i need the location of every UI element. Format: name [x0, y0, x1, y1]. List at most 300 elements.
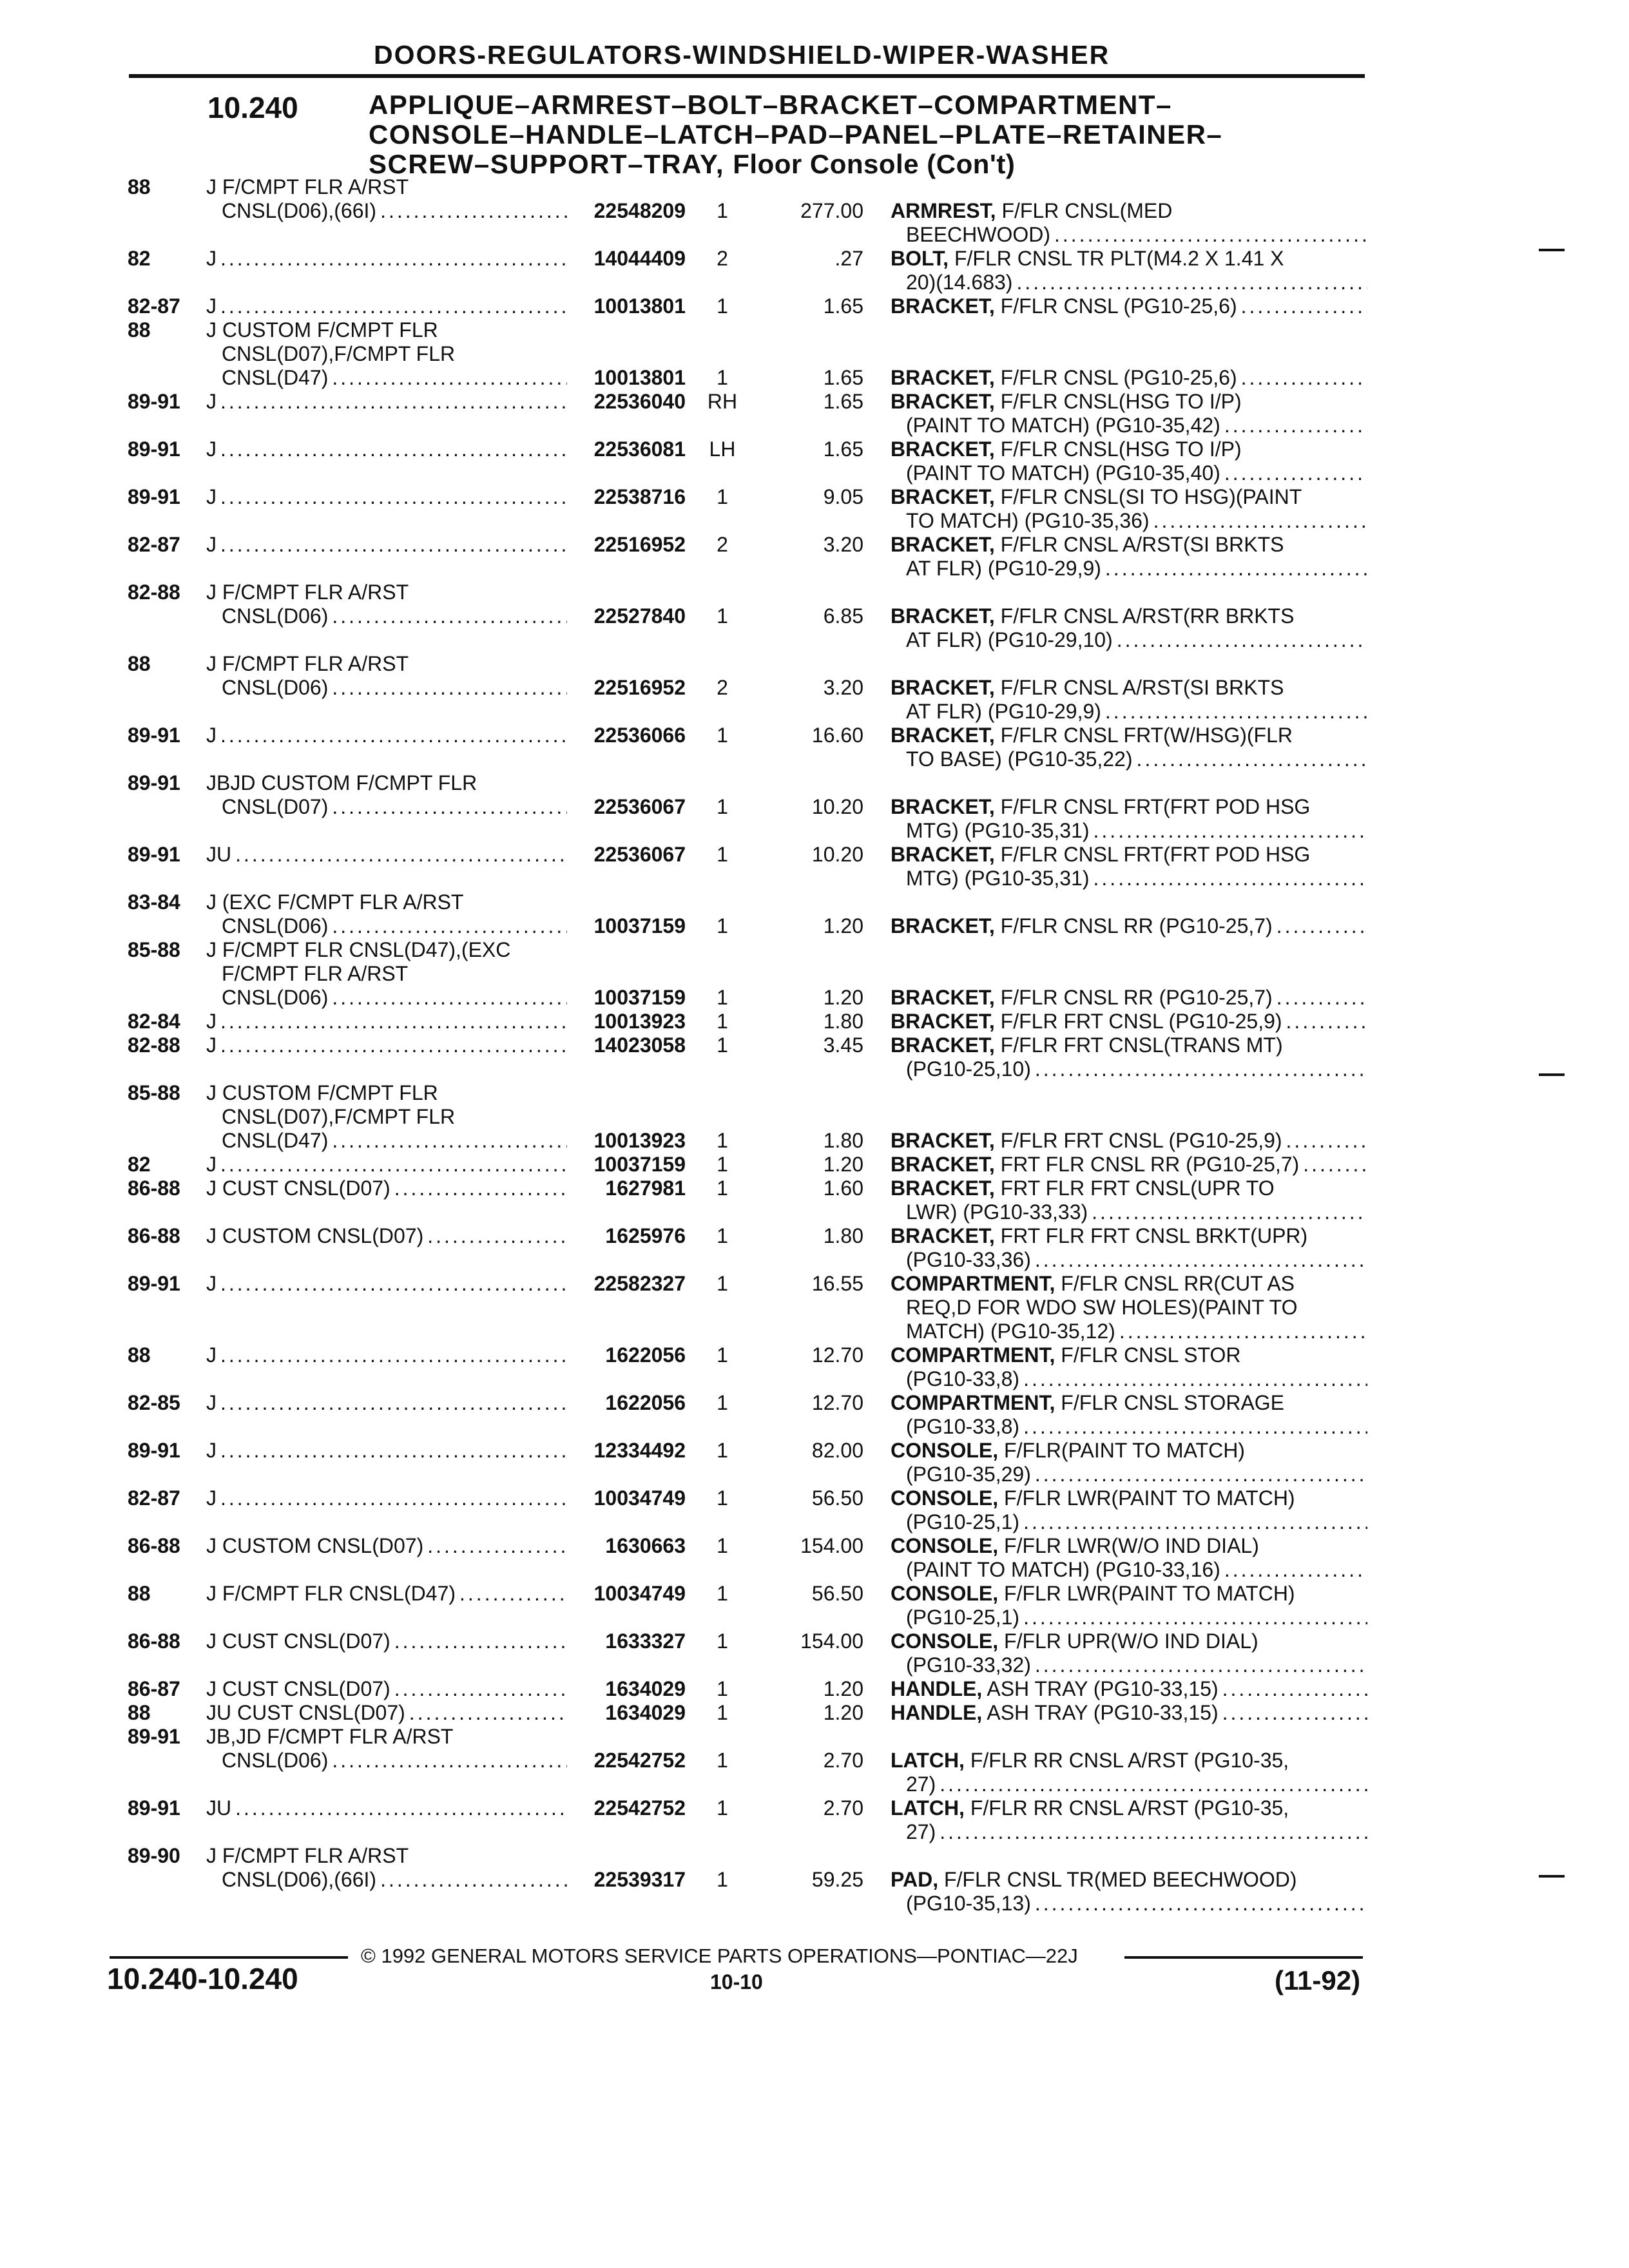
- part-name: BRACKET,: [891, 366, 995, 389]
- description-text: [891, 1677, 1222, 1701]
- applicability: [206, 437, 567, 461]
- quantity: 1: [717, 1343, 728, 1367]
- description-text: [891, 1272, 1298, 1296]
- description-text: [891, 1701, 1222, 1725]
- part-row: [0, 294, 1629, 318]
- applicability-line: [206, 962, 567, 986]
- description-text: [891, 724, 1296, 747]
- description-line: [891, 1677, 1367, 1701]
- price: 3.20: [823, 533, 863, 556]
- applicability-text: J: [206, 247, 217, 270]
- description-line: [891, 1177, 1367, 1200]
- applicability-line: [206, 1129, 567, 1153]
- part-number: 22516952: [593, 533, 686, 556]
- dot-leader: [220, 1343, 567, 1367]
- dot-leader: [1241, 366, 1367, 390]
- applicability-line: [206, 1010, 567, 1033]
- applicability-text: J (EXC F/CMPT FLR A/RST: [206, 890, 464, 914]
- dot-leader: [1137, 747, 1367, 771]
- part-row: [0, 581, 1629, 652]
- description-text: REQ,D FOR WDO SW HOLES)(PAINT TO: [906, 1296, 1298, 1319]
- applicability-text: CNSL(D06): [222, 914, 329, 937]
- description-text: (PG10-35,29): [906, 1463, 1031, 1486]
- quantity: 1: [717, 1582, 728, 1605]
- applicability-line: [206, 1105, 567, 1129]
- quantity: 1: [717, 1010, 728, 1033]
- description-detail: F/FLR CNSL FRT(FRT POD HSG: [1000, 795, 1311, 818]
- description-line: [891, 1749, 1367, 1773]
- part-number: 10013923: [593, 1010, 686, 1033]
- applicability-text: CNSL(D07),F/CMPT FLR: [222, 1105, 456, 1128]
- part-number: 1630663: [605, 1534, 686, 1557]
- quantity: 1: [717, 1796, 728, 1820]
- applicability: [206, 938, 567, 1010]
- description: [891, 199, 1367, 247]
- description-text: [891, 1129, 1286, 1153]
- description-detail: F/FLR CNSL A/RST(SI BRKTS: [1000, 533, 1284, 556]
- dot-leader: [220, 1010, 567, 1033]
- description-line: [891, 1606, 1367, 1629]
- description-line: [891, 1391, 1367, 1415]
- part-number: 14044409: [593, 247, 686, 270]
- dot-leader: [220, 533, 567, 557]
- model-year: 85-88: [128, 1081, 180, 1104]
- applicability: [206, 771, 567, 819]
- description-line: [891, 795, 1367, 819]
- applicability: [206, 1486, 567, 1510]
- description-text: (PG10-25,1): [906, 1606, 1020, 1629]
- part-number: 1625976: [605, 1224, 686, 1247]
- description-detail: FRT FLR FRT CNSL(UPR TO: [1000, 1177, 1275, 1200]
- description-text: [891, 437, 1246, 461]
- part-number: 1622056: [605, 1343, 686, 1367]
- applicability: [206, 1033, 567, 1057]
- part-row: [0, 1725, 1629, 1796]
- description-line: [891, 294, 1367, 318]
- part-number: 10013923: [593, 1129, 686, 1152]
- section-title: [369, 90, 1400, 179]
- applicability-text: J: [206, 1033, 217, 1057]
- description-text: TO MATCH) (PG10-35,36): [906, 509, 1150, 532]
- applicability-line: [206, 437, 567, 461]
- applicability: [206, 1844, 567, 1892]
- footer-rule-right: [1124, 1956, 1363, 1959]
- description-line: [891, 1153, 1367, 1177]
- part-name: BRACKET,: [891, 533, 995, 556]
- quantity: 1: [717, 485, 728, 508]
- model-year: 88: [128, 175, 151, 198]
- part-number: 22527840: [593, 604, 686, 628]
- footer-page-number: 10-10: [710, 1970, 763, 1994]
- dot-leader: [332, 914, 567, 938]
- applicability-text: J: [206, 1486, 217, 1510]
- quantity: 1: [717, 366, 728, 389]
- description-text: [891, 1224, 1311, 1248]
- applicability-line: [206, 1272, 567, 1296]
- part-row: [0, 1844, 1629, 1916]
- price: 1.80: [823, 1010, 863, 1033]
- part-name: COMPARTMENT,: [891, 1343, 1055, 1367]
- price: 1.60: [823, 1177, 863, 1200]
- part-name: COMPARTMENT,: [891, 1391, 1055, 1414]
- part-row: [0, 1224, 1629, 1272]
- part-name: BRACKET,: [891, 676, 995, 699]
- part-number: 22536081: [593, 437, 686, 461]
- part-row: [0, 1153, 1629, 1177]
- description-text: MTG) (PG10-35,31): [906, 819, 1090, 842]
- part-number: 12334492: [593, 1439, 686, 1462]
- dot-leader: [1023, 1415, 1367, 1439]
- dot-leader: [332, 1749, 567, 1773]
- price: 1.80: [823, 1224, 863, 1247]
- model-year: 89-91: [128, 485, 180, 508]
- description-line: [891, 1033, 1367, 1057]
- dot-leader: [459, 1582, 567, 1606]
- applicability: [206, 1582, 567, 1606]
- description-line: [891, 390, 1367, 414]
- description: [891, 437, 1367, 485]
- part-row: [0, 1033, 1629, 1081]
- parts-list: [0, 175, 1629, 1916]
- price: 1.65: [823, 366, 863, 389]
- description-line: [891, 986, 1367, 1010]
- applicability: [206, 1224, 567, 1248]
- dot-leader: [427, 1224, 567, 1248]
- description-line: [891, 1224, 1367, 1248]
- dot-leader: [332, 676, 567, 700]
- description-detail: F/FLR LWR(PAINT TO MATCH): [1004, 1582, 1295, 1605]
- price: 10.20: [811, 795, 863, 818]
- description-detail: F/FLR CNSL FRT(FRT POD HSG: [1000, 843, 1311, 866]
- part-number: 22536040: [593, 390, 686, 413]
- description-detail: F/FLR CNSL(MED: [1001, 199, 1173, 222]
- quantity: 1: [717, 1534, 728, 1557]
- applicability: [206, 1391, 567, 1415]
- price: 56.50: [811, 1582, 863, 1605]
- dot-leader: [1241, 294, 1367, 318]
- applicability-text: CNSL(D47): [222, 366, 329, 389]
- quantity: 1: [717, 294, 728, 318]
- description: [891, 1010, 1367, 1033]
- applicability: [206, 1272, 567, 1296]
- model-year: 88: [128, 1701, 151, 1724]
- description-detail: F/FLR CNSL (PG10-25,6): [1000, 294, 1237, 318]
- applicability-text: J: [206, 1272, 217, 1295]
- model-year: 86-88: [128, 1177, 180, 1200]
- description-line: [891, 914, 1367, 938]
- description: [891, 1534, 1367, 1582]
- model-year: 89-91: [128, 390, 180, 413]
- part-name: CONSOLE,: [891, 1439, 999, 1462]
- part-number: 22539317: [593, 1868, 686, 1891]
- applicability: [206, 294, 567, 318]
- part-name: BRACKET,: [891, 986, 995, 1009]
- description: [891, 1391, 1367, 1439]
- model-year: 88: [128, 1582, 151, 1605]
- dot-leader: [220, 1033, 567, 1057]
- part-name: CONSOLE,: [891, 1582, 999, 1605]
- description-text: [891, 1582, 1299, 1606]
- dot-leader: [1094, 819, 1367, 843]
- description-line: [891, 1343, 1367, 1367]
- part-name: BRACKET,: [891, 914, 995, 937]
- description-detail: F/FLR CNSL A/RST(RR BRKTS: [1000, 604, 1295, 628]
- description-line: [891, 843, 1367, 867]
- description-detail: F/FLR CNSL(HSG TO I/P): [1000, 437, 1242, 461]
- description-line: [891, 1057, 1367, 1081]
- dot-leader: [1303, 1153, 1367, 1177]
- description: [891, 843, 1367, 890]
- part-name: BRACKET,: [891, 485, 995, 508]
- description-line: [891, 271, 1367, 294]
- dot-leader: [1222, 1701, 1367, 1725]
- dot-leader: [940, 1820, 1367, 1844]
- quantity: RH: [707, 390, 738, 413]
- model-year: 82: [128, 247, 151, 270]
- description-line: [891, 1510, 1367, 1534]
- price: 2.70: [823, 1749, 863, 1772]
- model-year: 85-88: [128, 938, 180, 961]
- part-row: [0, 175, 1629, 247]
- part-row: [0, 1010, 1629, 1033]
- description-detail: F/FLR CNSL(SI TO HSG)(PAINT: [1000, 485, 1302, 508]
- applicability-line: [206, 1177, 567, 1200]
- description-text: (PG10-33,8): [906, 1415, 1020, 1438]
- applicability: [206, 533, 567, 557]
- description-line: [891, 604, 1367, 628]
- model-year: 88: [128, 318, 151, 341]
- applicability-text: JU CUST CNSL(D07): [206, 1701, 405, 1724]
- model-year: 83-84: [128, 890, 180, 914]
- quantity: 1: [717, 1272, 728, 1295]
- description: [891, 1701, 1367, 1725]
- applicability-text: J: [206, 1343, 217, 1367]
- applicability-line: [206, 1033, 567, 1057]
- description-line: [891, 1129, 1367, 1153]
- description-line: [891, 1653, 1367, 1677]
- applicability-line: [206, 1343, 567, 1367]
- applicability-line: [206, 318, 567, 342]
- price: 1.20: [823, 986, 863, 1009]
- dot-leader: [332, 366, 567, 390]
- description-detail: F/FLR FRT CNSL(TRANS MT): [1000, 1033, 1283, 1057]
- dot-leader: [332, 795, 567, 819]
- description-text: 27): [906, 1773, 936, 1796]
- description-detail: ASH TRAY (PG10-33,15): [987, 1701, 1219, 1724]
- description-text: [891, 390, 1246, 414]
- part-number: 1634029: [605, 1701, 686, 1724]
- applicability-text: J: [206, 1153, 217, 1176]
- model-year: 89-91: [128, 1272, 180, 1295]
- part-name: PAD,: [891, 1868, 939, 1891]
- quantity: 1: [717, 1224, 728, 1247]
- part-row: [0, 533, 1629, 581]
- applicability: [206, 1343, 567, 1367]
- description-line: [891, 485, 1367, 509]
- dot-leader: [940, 1773, 1367, 1796]
- applicability: [206, 1725, 567, 1773]
- applicability-line: [206, 485, 567, 509]
- applicability-line: [206, 1534, 567, 1558]
- description-text: [891, 485, 1306, 509]
- quantity: 1: [717, 843, 728, 866]
- description: [891, 676, 1367, 724]
- dot-leader: [220, 724, 567, 747]
- description-text: [891, 247, 1288, 271]
- description: [891, 1749, 1367, 1796]
- description: [891, 366, 1367, 390]
- model-year: 88: [128, 652, 151, 675]
- dot-leader: [1277, 986, 1367, 1010]
- part-name: LATCH,: [891, 1796, 965, 1820]
- applicability-text: J CUST CNSL(D07): [206, 1677, 390, 1700]
- dot-leader: [220, 294, 567, 318]
- applicability-line: [206, 938, 567, 962]
- price: 277.00: [800, 199, 863, 222]
- description-detail: F/FLR RR CNSL A/RST (PG10-35,: [970, 1796, 1289, 1820]
- description: [891, 533, 1367, 581]
- model-year: 86-87: [128, 1677, 180, 1700]
- part-row: [0, 390, 1629, 437]
- description-text: AT FLR) (PG10-29,10): [906, 628, 1113, 651]
- applicability-text: CNSL(D06): [222, 676, 329, 699]
- footer-section-range: 10.240-10.240: [107, 1962, 298, 1995]
- applicability-line: [206, 1081, 567, 1105]
- part-row: [0, 843, 1629, 890]
- quantity: 1: [717, 1486, 728, 1510]
- description-line: [891, 819, 1367, 843]
- description-line: [891, 1558, 1367, 1582]
- applicability-line: [206, 843, 567, 867]
- description-line: [891, 509, 1367, 533]
- dot-leader: [380, 1868, 567, 1892]
- dot-leader: [220, 1486, 567, 1510]
- applicability-text: CNSL(D06),(66I): [222, 1868, 377, 1891]
- quantity: 1: [717, 1177, 728, 1200]
- applicability-line: [206, 1391, 567, 1415]
- description-line: [891, 1463, 1367, 1486]
- part-number: 10037159: [593, 986, 686, 1009]
- price: 12.70: [811, 1391, 863, 1414]
- dot-leader: [220, 247, 567, 271]
- description-line: [891, 1701, 1367, 1725]
- dot-leader: [220, 1153, 567, 1177]
- description-text: [891, 1486, 1299, 1510]
- model-year: 89-90: [128, 1844, 180, 1867]
- part-number: 22542752: [593, 1749, 686, 1772]
- applicability-text: CNSL(D07): [222, 795, 329, 818]
- description-detail: F/FLR CNSL (PG10-25,6): [1000, 366, 1237, 389]
- applicability-line: [206, 914, 567, 938]
- dot-leader: [1035, 1653, 1367, 1677]
- applicability-line: [206, 795, 567, 819]
- applicability-text: J CUST CNSL(D07): [206, 1177, 390, 1200]
- description-detail: F/FLR FRT CNSL (PG10-25,9): [1000, 1010, 1282, 1033]
- part-row: [0, 1343, 1629, 1391]
- applicability-line: [206, 652, 567, 676]
- applicability-text: J: [206, 437, 217, 461]
- part-row: [0, 1486, 1629, 1534]
- dot-leader: [1153, 509, 1367, 533]
- applicability-text: J: [206, 485, 217, 508]
- price: 1.65: [823, 390, 863, 413]
- applicability-line: [206, 533, 567, 557]
- description-line: [891, 700, 1367, 724]
- applicability: [206, 1010, 567, 1033]
- description: [891, 1582, 1367, 1629]
- description-line: [891, 1629, 1367, 1653]
- quantity: 1: [717, 1439, 728, 1462]
- dot-leader: [220, 390, 567, 414]
- dot-leader: [1035, 1463, 1367, 1486]
- applicability-line: [206, 1701, 567, 1725]
- description-line: [891, 1773, 1367, 1796]
- dot-leader: [1105, 557, 1367, 581]
- applicability-line: [206, 1629, 567, 1653]
- quantity: 1: [717, 914, 728, 937]
- dot-leader: [332, 986, 567, 1010]
- part-row: [0, 1701, 1629, 1725]
- description-line: [891, 1320, 1367, 1343]
- dot-leader: [1035, 1057, 1367, 1081]
- description-text: (PAINT TO MATCH) (PG10-35,40): [906, 461, 1220, 485]
- description-line: [891, 1534, 1367, 1558]
- dot-leader: [1023, 1367, 1367, 1391]
- margin-tick: [1539, 249, 1565, 251]
- dot-leader: [394, 1629, 567, 1653]
- model-year: 89-91: [128, 1796, 180, 1820]
- applicability-line: [206, 1749, 567, 1773]
- footer-rule-left: [110, 1956, 348, 1959]
- part-number: 22536066: [593, 724, 686, 747]
- applicability-text: JU: [206, 843, 232, 866]
- dot-leader: [220, 437, 567, 461]
- dot-leader: [1035, 1248, 1367, 1272]
- description-line: [891, 867, 1367, 890]
- applicability-text: CNSL(D06): [222, 604, 329, 628]
- part-number: 22582327: [593, 1272, 686, 1295]
- dot-leader: [1023, 1606, 1367, 1629]
- applicability-line: [206, 1153, 567, 1177]
- description: [891, 1486, 1367, 1534]
- price: 154.00: [800, 1629, 863, 1653]
- dot-leader: [1286, 1010, 1367, 1033]
- applicability-line: [206, 366, 567, 390]
- applicability-line: [206, 1224, 567, 1248]
- description-text: [891, 1033, 1287, 1057]
- part-row: [0, 771, 1629, 843]
- model-year: 82-87: [128, 1486, 180, 1510]
- description-text: (PG10-33,32): [906, 1653, 1031, 1677]
- applicability: [206, 652, 567, 700]
- applicability: [206, 390, 567, 414]
- footer-date: (11-92): [1275, 1965, 1361, 1995]
- price: 1.20: [823, 1701, 863, 1724]
- applicability-text: J CUSTOM CNSL(D07): [206, 1224, 424, 1247]
- description: [891, 1272, 1367, 1343]
- price: 16.60: [811, 724, 863, 747]
- part-row: [0, 890, 1629, 938]
- part-name: BRACKET,: [891, 1177, 995, 1200]
- description-line: [891, 223, 1367, 247]
- description: [891, 914, 1367, 938]
- description-text: [891, 1177, 1278, 1200]
- description-line: [891, 199, 1367, 223]
- description-text: [891, 1439, 1249, 1463]
- description-text: (PAINT TO MATCH) (PG10-35,42): [906, 414, 1220, 437]
- applicability-text: J: [206, 1010, 217, 1033]
- description-detail: F/FLR CNSL STORAGE: [1061, 1391, 1285, 1414]
